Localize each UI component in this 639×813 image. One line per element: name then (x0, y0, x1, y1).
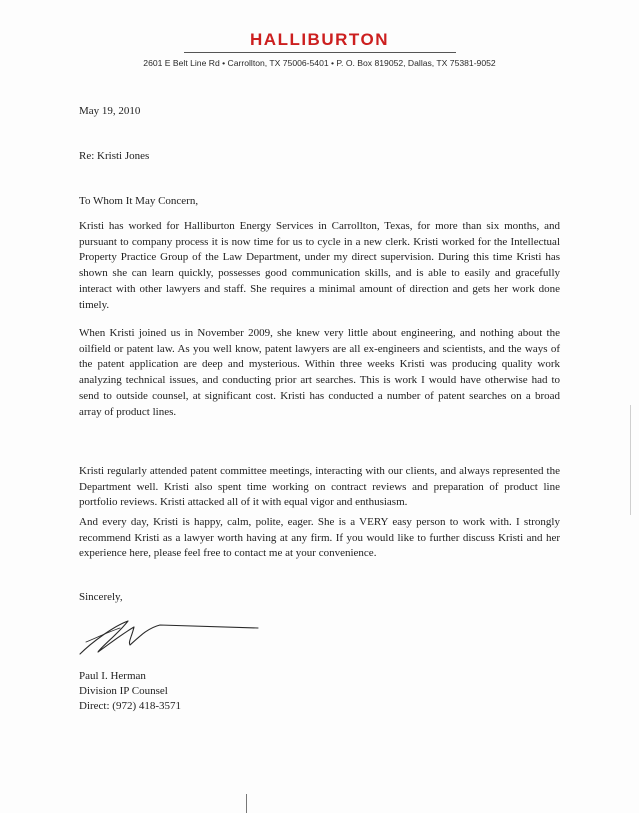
letter-salutation: To Whom It May Concern, (79, 195, 199, 207)
company-logo: HALLIBURTON (250, 30, 389, 49)
body-paragraph-4: And every day, Kristi is happy, calm, polite, eager. She is a VERY easy person to work with. I strongly recommend Kristi as a lawyer worth having at any firm. If you would like to further discuss Kristi and her experience here, please feel free to contact me at your convenience. (79, 516, 560, 560)
body-paragraph-3: Kristi regularly attended patent committee meetings, interacting with our clients, and always represented the Department well. Kristi also spent time working on contract reviews and preparation of product line portfolio reviews. Kristi attacked all of it with equal vigor and enthusiasm. (79, 465, 560, 509)
fold-mark (246, 794, 247, 813)
body-paragraph-2: When Kristi joined us in November 2009, she knew very little about engineering, and nothing about the oilfield or patent law. As you well know, patent lawyers are all ex-engineers and scientists, and the ways of the patent application are deep and mysterious. Within three weeks Kristi was producing quality work analyzing technical issues, and conducting prior art searches. This is work I would have otherwise had to send to outside counsel, at significant cost. Kristi has conducted a number of patent searches on a broad array of product lines. (79, 327, 560, 418)
letter-date: May 19, 2010 (79, 105, 141, 117)
header-divider (184, 52, 456, 53)
signer-name: Paul I. Herman (79, 670, 146, 682)
handwritten-signature (62, 612, 262, 660)
signer-title: Division IP Counsel (79, 685, 168, 697)
scan-edge-line (630, 405, 631, 515)
letter-closing: Sincerely, (79, 591, 123, 603)
letter-reference: Re: Kristi Jones (79, 150, 150, 162)
signer-phone: Direct: (972) 418-3571 (79, 700, 182, 712)
body-paragraph-1: Kristi has worked for Halliburton Energy Services in Carrollton, Texas, for more than six months, and pursuant to company process it is now time for us to cycle in a new clerk. Kristi worked for the Intellectual Property Practice Group of the Law Department, under my direct supervision. During this time Kristi has shown she can learn quickly, possesses good communication skills, and is able to easily and gracefully interact with other lawyers and staff. She requires a minimal amount of direction and gets her work done timely. (79, 220, 560, 311)
company-address: 2601 E Belt Line Rd • Carrollton, TX 75006-5401 • P. O. Box 819052, Dallas, TX 75381-9052 (143, 58, 496, 68)
